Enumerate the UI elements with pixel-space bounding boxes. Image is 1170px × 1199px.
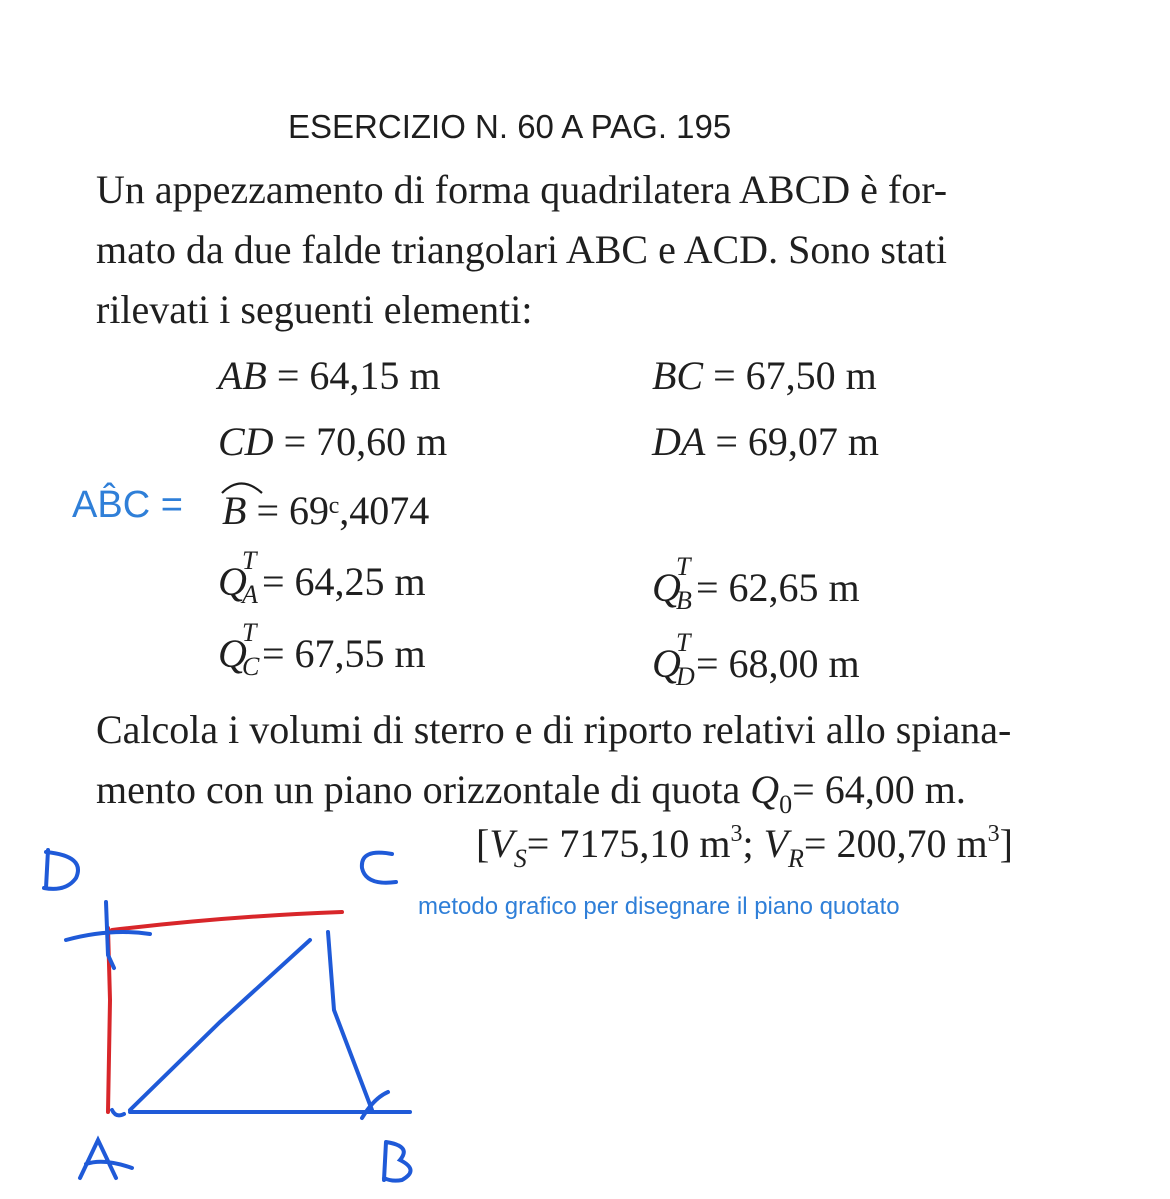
angle-b-value: B = 69ᶜ,4074 [222, 488, 430, 533]
item-bc: BC = 67,50 m [652, 353, 877, 398]
intro-line-3: rilevati i seguenti elementi: [96, 287, 533, 332]
task-line-2: mento con un piano orizzontale di quota $Q_0= 64,00$ m. [96, 767, 966, 819]
item-qd: Q T D = 68,00 m [652, 628, 860, 691]
intro-line-1: Un appezzamento di forma quadrilatera ABCD è for- [96, 167, 948, 212]
sketch-blue-lines [66, 902, 410, 1118]
angle-abc-note: AB̂C = [72, 484, 183, 526]
item-qc: Q T C = 67,55 m [218, 618, 426, 681]
item-ab: AB = 64,15 m [218, 353, 441, 398]
exercise-title: ESERCIZIO N. 60 A PAG. 195 [288, 108, 732, 145]
item-qa: Q T A = 64,25 m [218, 546, 426, 609]
answer-line: [$V_S= 7175,10$ $m^3$; $V_R= 200,70$ $m^3$] [476, 821, 1013, 873]
item-cd: CD = 70,60 m [218, 419, 448, 464]
intro-line-2: mato da due falde triangolari ABC e ACD. Sono stati [96, 227, 947, 272]
item-da: DA = 69,07 m [652, 419, 879, 464]
method-note: metodo grafico per disegnare il piano quotato [418, 893, 900, 920]
item-qb: Q T B = 62,65 m [652, 552, 860, 615]
task-line-1: Calcola i volumi di sterro e di riporto relativi allo spiana- [96, 707, 1012, 752]
